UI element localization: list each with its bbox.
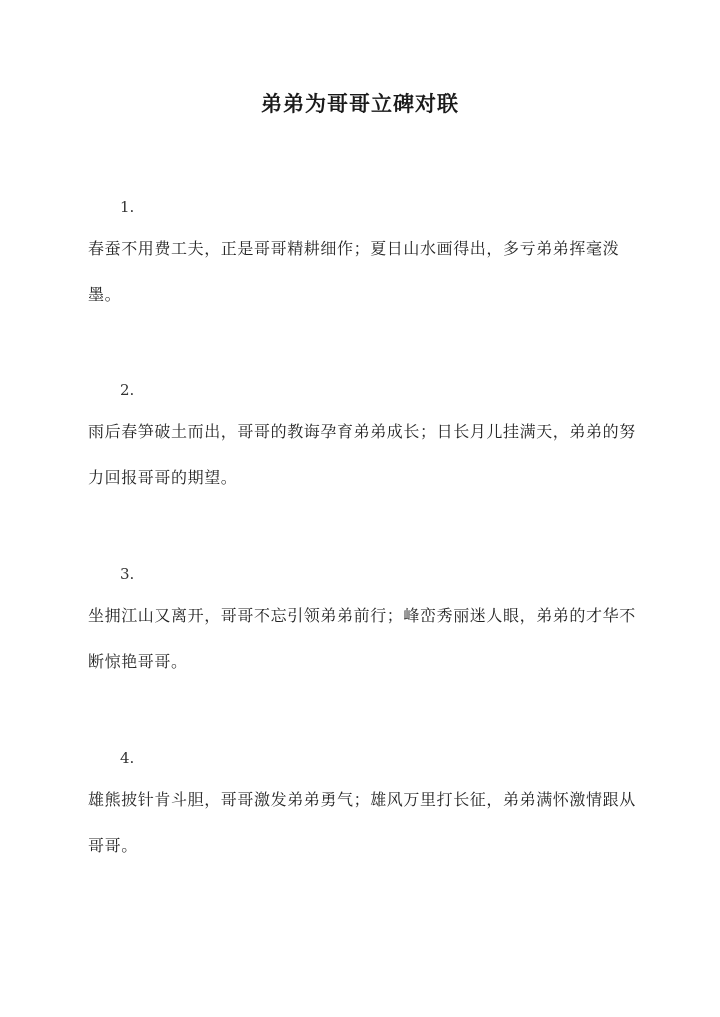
couplet-number: 2. <box>120 381 135 399</box>
couplet-number: 1. <box>120 198 135 216</box>
couplet-text: 春蚕不用费工夫，正是哥哥精耕细作；夏日山水画得出，多亏弟弟挥毫泼墨。 <box>88 239 620 304</box>
couplet-number: 4. <box>120 749 135 767</box>
couplet-text: 坐拥江山又离开，哥哥不忘引领弟弟前行；峰峦秀丽迷人眼，弟弟的才华不断惊艳哥哥。 <box>88 606 636 671</box>
document-title: 弟弟为哥哥立碑对联 <box>261 91 459 116</box>
couplet-text: 雨后春笋破土而出，哥哥的教诲孕育弟弟成长；日长月儿挂满天，弟弟的努力回报哥哥的期望。 <box>88 422 636 487</box>
couplet-text: 雄熊披针肯斗胆，哥哥激发弟弟勇气；雄风万里打长征，弟弟满怀激情跟从哥哥。 <box>88 790 636 855</box>
couplet-number: 3. <box>120 565 135 583</box>
